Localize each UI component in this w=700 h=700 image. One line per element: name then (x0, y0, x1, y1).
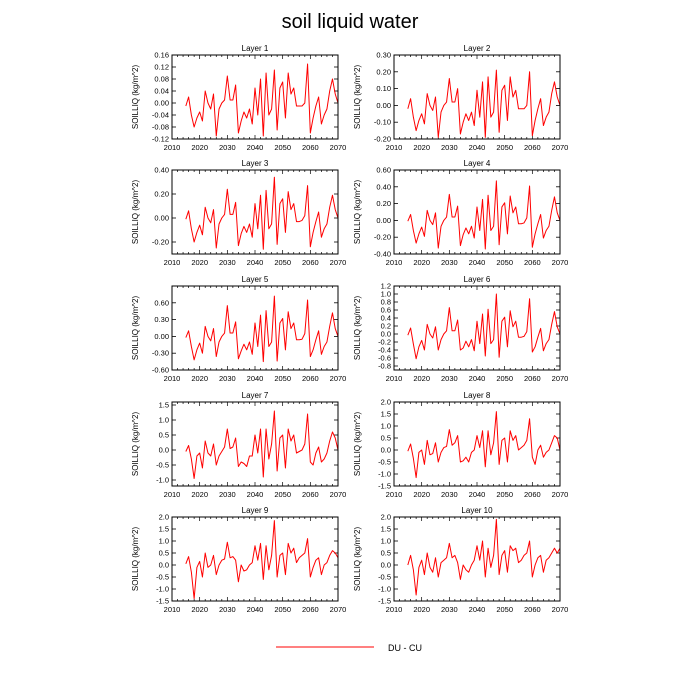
y-tick-label: 0.4 (380, 313, 391, 323)
x-tick-label: 2040 (468, 605, 486, 614)
y-tick-label: -0.5 (378, 572, 391, 582)
x-tick-label: 2030 (440, 490, 458, 499)
x-tick-label: 2070 (329, 374, 347, 383)
x-tick-label: 2030 (218, 605, 236, 614)
y-tick-label: 1.0 (380, 289, 391, 299)
x-tick-label: 2010 (385, 374, 403, 383)
y-tick-label: 1.2 (380, 281, 391, 291)
y-axis-label: SOILLIQ (kg/m^2) (131, 411, 140, 477)
panel-1 (131, 44, 346, 152)
x-tick-label: 2060 (523, 374, 541, 383)
x-tick-label: 2030 (218, 143, 236, 152)
plot-frame (394, 402, 560, 486)
y-tick-label: -0.5 (378, 457, 391, 467)
y-tick-label: -0.30 (151, 348, 169, 358)
y-tick-label: 0.0 (380, 445, 391, 455)
y-tick-label: -0.8 (378, 361, 391, 371)
y-tick-label: 1.5 (158, 524, 169, 534)
x-tick-label: 2040 (468, 490, 486, 499)
x-tick-label: 2010 (163, 490, 181, 499)
panel-title: Layer 10 (461, 506, 493, 515)
x-tick-label: 2040 (468, 258, 486, 267)
y-tick-label: 1.5 (380, 409, 391, 419)
y-tick-label: 2.0 (380, 512, 391, 522)
y-tick-label: 0.20 (376, 199, 391, 209)
y-tick-label: 0.40 (154, 165, 169, 175)
panel-title: Layer 9 (241, 506, 269, 515)
x-tick-label: 2050 (274, 490, 292, 499)
y-tick-label: 0.16 (154, 50, 169, 60)
y-tick-label: -0.60 (151, 365, 169, 375)
y-axis-label: SOILLIQ (kg/m^2) (353, 526, 362, 592)
y-tick-label: 0.5 (158, 548, 169, 558)
x-tick-label: 2050 (274, 143, 292, 152)
x-tick-label: 2010 (385, 258, 403, 267)
x-tick-label: 2020 (191, 605, 209, 614)
x-tick-label: 2050 (496, 143, 514, 152)
x-tick-label: 2070 (329, 258, 347, 267)
y-tick-label: 0.8 (380, 297, 391, 307)
chart-title: soil liquid water (281, 11, 419, 33)
panel-8 (353, 391, 568, 499)
panel-7 (131, 391, 346, 499)
panel-5 (131, 275, 346, 383)
panel-4 (353, 159, 568, 267)
x-tick-label: 2020 (191, 490, 209, 499)
y-tick-label: -0.20 (373, 134, 391, 144)
panel-title: Layer 7 (241, 391, 269, 400)
x-tick-label: 2020 (413, 143, 431, 152)
y-tick-label: -0.4 (378, 345, 391, 355)
y-tick-label: -0.40 (373, 249, 391, 259)
y-tick-label: 0.6 (380, 305, 391, 315)
x-tick-label: 2050 (274, 605, 292, 614)
x-tick-label: 2030 (218, 490, 236, 499)
y-tick-label: -1.5 (156, 596, 169, 606)
y-tick-label: -0.5 (156, 572, 169, 582)
y-tick-label: 0.04 (154, 86, 169, 96)
panel-6 (353, 275, 568, 383)
x-tick-label: 2050 (274, 258, 292, 267)
y-tick-label: 0.5 (380, 433, 391, 443)
y-tick-label: 0.5 (380, 548, 391, 558)
series-line-DU-CU (408, 412, 560, 478)
y-tick-label: -0.20 (373, 232, 391, 242)
panel-2 (353, 44, 568, 152)
legend-label: DU - CU (388, 643, 422, 653)
y-tick-label: 0.30 (376, 50, 391, 60)
x-tick-label: 2060 (301, 374, 319, 383)
x-tick-label: 2050 (496, 374, 514, 383)
plot-frame (394, 517, 560, 601)
panel-title: Layer 4 (463, 159, 491, 168)
y-tick-label: -1.0 (156, 584, 169, 594)
y-axis-label: SOILLIQ (kg/m^2) (353, 295, 362, 361)
x-tick-label: 2010 (385, 143, 403, 152)
x-tick-label: 2060 (523, 490, 541, 499)
panel-title: Layer 1 (241, 44, 269, 53)
y-tick-label: 0.20 (154, 189, 169, 199)
y-tick-label: 0.20 (376, 67, 391, 77)
y-axis-label: SOILLIQ (kg/m^2) (353, 179, 362, 245)
x-tick-label: 2040 (246, 143, 264, 152)
panel-title: Layer 6 (463, 275, 491, 284)
y-axis-label: SOILLIQ (kg/m^2) (353, 64, 362, 130)
x-tick-label: 2050 (496, 490, 514, 499)
y-tick-label: 0.10 (376, 84, 391, 94)
y-tick-label: 0.00 (154, 331, 169, 341)
plot-frame (394, 55, 560, 139)
plot-frame (172, 55, 338, 139)
x-tick-label: 2070 (551, 258, 569, 267)
x-tick-label: 2010 (163, 605, 181, 614)
x-tick-label: 2070 (329, 490, 347, 499)
y-axis-label: SOILLIQ (kg/m^2) (131, 295, 140, 361)
panel-title: Layer 2 (463, 44, 491, 53)
panels-group (131, 44, 568, 614)
x-tick-label: 2020 (191, 258, 209, 267)
x-tick-label: 2060 (301, 143, 319, 152)
series-line-DU-CU (186, 521, 338, 599)
x-tick-label: 2010 (385, 605, 403, 614)
x-tick-label: 2050 (274, 374, 292, 383)
series-line-DU-CU (186, 64, 338, 136)
x-tick-label: 2070 (551, 374, 569, 383)
y-tick-label: -0.6 (378, 353, 391, 363)
y-tick-label: 1.5 (158, 400, 169, 410)
series-line-DU-CU (186, 177, 338, 249)
x-tick-label: 2030 (218, 258, 236, 267)
y-axis-label: SOILLIQ (kg/m^2) (131, 179, 140, 245)
x-tick-label: 2070 (329, 143, 347, 152)
y-tick-label: 1.0 (380, 421, 391, 431)
panel-9 (131, 506, 346, 614)
x-tick-label: 2030 (440, 374, 458, 383)
y-tick-label: 0.0 (158, 445, 169, 455)
x-tick-label: 2020 (413, 258, 431, 267)
x-tick-label: 2030 (440, 143, 458, 152)
x-tick-label: 2040 (246, 490, 264, 499)
x-tick-label: 2060 (301, 605, 319, 614)
y-tick-label: -1.0 (156, 475, 169, 485)
y-tick-label: 1.0 (380, 536, 391, 546)
y-tick-label: 2.0 (380, 397, 391, 407)
panel-title: Layer 8 (463, 391, 491, 400)
x-tick-label: 2040 (468, 143, 486, 152)
y-axis-label: SOILLIQ (kg/m^2) (131, 526, 140, 592)
y-tick-label: -0.2 (378, 337, 391, 347)
x-tick-label: 2040 (246, 605, 264, 614)
plot-frame (172, 402, 338, 486)
series-line-DU-CU (408, 181, 560, 249)
x-tick-label: 2010 (163, 143, 181, 152)
x-tick-label: 2030 (440, 258, 458, 267)
x-tick-label: 2020 (413, 490, 431, 499)
x-tick-label: 2030 (440, 605, 458, 614)
x-tick-label: 2020 (413, 374, 431, 383)
series-line-DU-CU (408, 70, 560, 137)
x-tick-label: 2050 (496, 258, 514, 267)
x-tick-label: 2010 (163, 374, 181, 383)
y-tick-label: 0.5 (158, 430, 169, 440)
x-tick-label: 2060 (523, 143, 541, 152)
series-line-DU-CU (186, 411, 338, 479)
x-tick-label: 2070 (329, 605, 347, 614)
y-tick-label: 2.0 (158, 512, 169, 522)
y-tick-label: 0.60 (154, 298, 169, 308)
y-tick-label: -0.5 (156, 460, 169, 470)
y-tick-label: -1.0 (378, 469, 391, 479)
y-axis-label: SOILLIQ (kg/m^2) (353, 411, 362, 477)
y-tick-label: 0.08 (154, 74, 169, 84)
x-tick-label: 2060 (301, 258, 319, 267)
x-tick-label: 2070 (551, 605, 569, 614)
panel-3 (131, 159, 346, 267)
panel-10 (353, 506, 568, 614)
y-tick-label: -1.5 (378, 596, 391, 606)
x-tick-label: 2030 (218, 374, 236, 383)
y-tick-label: 0.60 (376, 165, 391, 175)
y-tick-label: -1.5 (378, 481, 391, 491)
x-tick-label: 2020 (413, 605, 431, 614)
y-tick-label: 1.5 (380, 524, 391, 534)
plot-frame (172, 170, 338, 254)
y-tick-label: -0.04 (151, 110, 169, 120)
x-tick-label: 2040 (246, 258, 264, 267)
y-tick-label: 0.0 (158, 560, 169, 570)
x-tick-label: 2010 (163, 258, 181, 267)
y-tick-label: 0.00 (154, 98, 169, 108)
y-tick-label: -1.0 (378, 584, 391, 594)
y-tick-label: 1.0 (158, 415, 169, 425)
x-tick-label: 2010 (385, 490, 403, 499)
y-tick-label: 0.2 (380, 321, 391, 331)
y-tick-label: 0.30 (154, 315, 169, 325)
x-tick-label: 2050 (496, 605, 514, 614)
y-tick-label: -0.08 (151, 122, 169, 132)
y-tick-label: 0.00 (376, 100, 391, 110)
series-line-DU-CU (408, 519, 560, 595)
panel-title: Layer 5 (241, 275, 269, 284)
panel-title: Layer 3 (241, 159, 269, 168)
plot-frame (394, 286, 560, 370)
x-tick-label: 2060 (523, 258, 541, 267)
series-line-DU-CU (408, 294, 560, 359)
x-tick-label: 2020 (191, 143, 209, 152)
series-line-DU-CU (186, 296, 338, 362)
x-tick-label: 2040 (246, 374, 264, 383)
y-tick-label: 0.00 (376, 215, 391, 225)
y-tick-label: 0.0 (380, 560, 391, 570)
x-tick-label: 2060 (523, 605, 541, 614)
y-axis-label: SOILLIQ (kg/m^2) (131, 64, 140, 130)
y-tick-label: -0.20 (151, 237, 169, 247)
y-tick-label: 0.12 (154, 62, 169, 72)
y-tick-label: 0.0 (380, 329, 391, 339)
legend (276, 643, 422, 653)
x-tick-label: 2070 (551, 143, 569, 152)
y-tick-label: 0.00 (154, 213, 169, 223)
y-tick-label: -0.12 (151, 134, 169, 144)
x-tick-label: 2020 (191, 374, 209, 383)
x-tick-label: 2060 (301, 490, 319, 499)
plot-frame (172, 517, 338, 601)
x-tick-label: 2070 (551, 490, 569, 499)
x-tick-label: 2040 (468, 374, 486, 383)
y-tick-label: 0.40 (376, 182, 391, 192)
y-tick-label: -0.10 (373, 117, 391, 127)
y-tick-label: 1.0 (158, 536, 169, 546)
